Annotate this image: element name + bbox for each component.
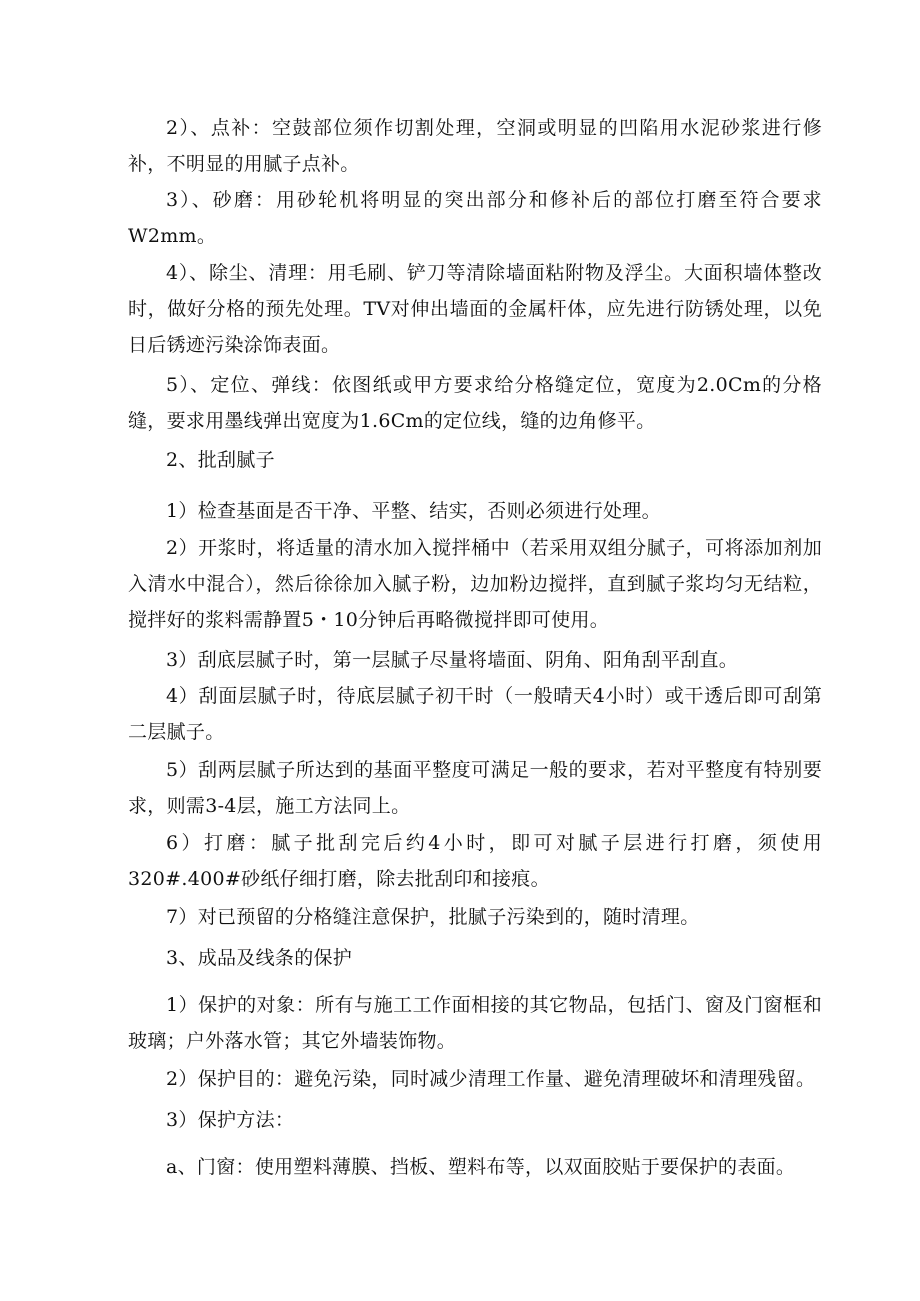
paragraph-flatness: 5）刮两层腻子所达到的基面平整度可满足一般的要求，若对平整度有特别要求，则需3-4层，施工方法同上。 (128, 759, 822, 817)
paragraph-dust-cleaning: 4）、除尘、清理：用毛刷、铲刀等清除墙面粘附物及浮尘。大面积墙体整改时，做好分格的预先处理。TV对伸出墙面的金属杆体，应先进行防锈处理，以免日后锈迹污染涂饰表面。 (128, 262, 822, 356)
paragraph-protected-objects: 1）保护的对象：所有与施工工作面相接的其它物品，包括门、窗及门窗框和玻璃；户外落水管；其它外墙装饰物。 (128, 994, 822, 1052)
section-heading-putty: 2、批刮腻子 (166, 449, 275, 471)
paragraph-mixing: 2）开浆时，将适量的清水加入搅拌桶中（若采用双组分腻子，可将添加剂加入清水中混合），然后徐徐加入腻子粉，边加粉边搅拌，直到腻子浆均匀无结粒，搅拌好的浆料需静置5・10分钟后再略微搅拌即可使用。 (128, 537, 822, 631)
paragraph-sanding: 3）、砂磨：用砂轮机将明显的突出部分和修补后的部位打磨至符合要求W2mm。 (128, 189, 822, 247)
paragraph-second-coat: 4）刮面层腻子时，待底层腻子初干时（一般晴天4小时）或干透后即可刮第二层腻子。 (128, 685, 822, 743)
paragraph-doors-windows: a、门窗：使用塑料薄膜、挡板、塑料布等，以双面胶贴于要保护的表面。 (166, 1156, 796, 1178)
paragraph-polishing: 6）打磨：腻子批刮完后约4小时，即可对腻子层进行打磨，须使用320#.400#砂纸仔细打磨，除去批刮印和接痕。 (128, 832, 822, 890)
paragraph-base-coat: 3）刮底层腻子时，第一层腻子尽量将墙面、阴角、阳角刮平刮直。 (166, 649, 739, 671)
paragraph-protection-methods: 3）保护方法： (166, 1109, 295, 1131)
paragraph-protection-purpose: 2）保护目的：避免污染，同时减少清理工作量、避免清理破坏和清理残留。 (166, 1068, 816, 1090)
paragraph-check-base: 1）检查基面是否干净、平整、结实，否则必须进行处理。 (166, 500, 661, 522)
paragraph-positioning-lines: 5）、定位、弹线：依图纸或甲方要求给分格缝定位，宽度为2.0Cm的分格缝，要求用墨线弹出宽度为1.6Cm的定位线，缝的边角修平。 (128, 374, 822, 432)
paragraph-joint-protection: 7）对已预留的分格缝注意保护，批腻子污染到的，随时清理。 (166, 906, 700, 928)
paragraph-spot-repair: 2）、点补：空鼓部位须作切割处理，空洞或明显的凹陷用水泥砂浆进行修补，不明显的用腻子点补。 (128, 117, 822, 175)
section-heading-protection: 3、成品及线条的保护 (166, 947, 353, 969)
